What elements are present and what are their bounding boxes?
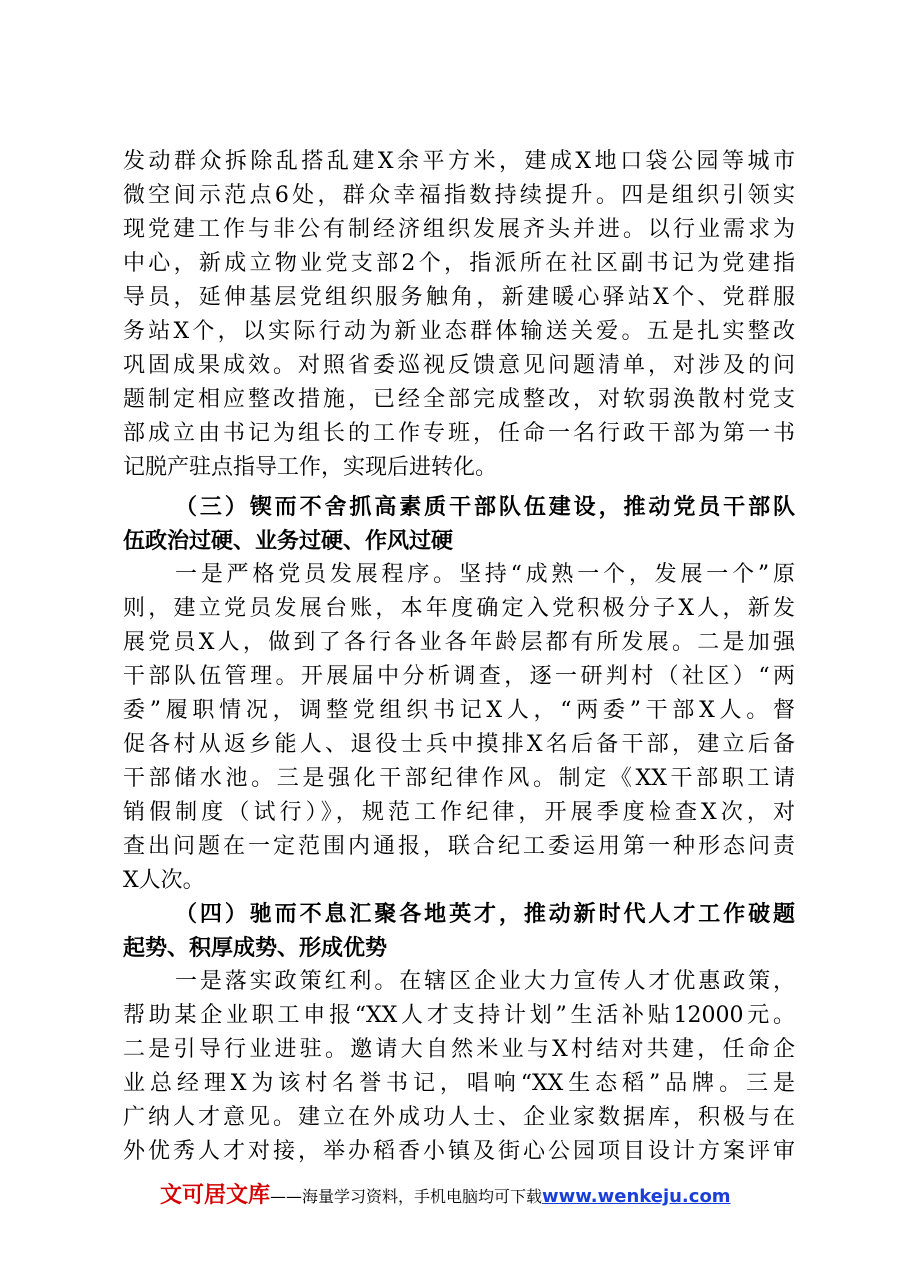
footer xyxy=(160,1178,731,1214)
paragraph-line: 题制定相应整改措施，已经全部完成整改，对软弱涣散村党支 xyxy=(123,387,795,412)
paragraph-line: 一是严格党员发展程序。坚持“成熟一个，发展一个”原 xyxy=(175,562,795,587)
paragraph-line: 务站X个，以实际行动为新业态群体输送关爱。五是扎实整改 xyxy=(123,319,795,344)
section-heading-line: （四）驰而不息汇聚各地英才，推动新时代人才工作破题 xyxy=(175,901,795,927)
paragraph-line: 干部储水池。三是强化干部纪律作风。制定《XX干部职工请 xyxy=(123,766,795,791)
paragraph-line: 发动群众拆除乱搭乱建X余平方米，建成X地口袋公园等城市 xyxy=(123,149,795,174)
paragraph-line: 导员，延伸基层党组织服务触角，新建暖心驿站X个、党群服 xyxy=(123,285,795,310)
paragraph-line: 外优秀人才对接，举办稻香小镇及街心公园项目设计方案评审 xyxy=(123,1139,795,1164)
paragraph-line: 一是落实政策红利。在辖区企业大力宣传人才优惠政策， xyxy=(175,969,795,994)
footer-description: ——海量学习资料，手机电脑均可下载 xyxy=(270,1187,543,1206)
paragraph-line: 委”履职情况，调整党组织书记X人，“两委”干部X人。督 xyxy=(123,698,795,723)
paragraph-line: 促各村从返乡能人、退役士兵中摸排X名后备干部，建立后备 xyxy=(123,732,795,757)
footer-brand: 文可居文库 xyxy=(160,1183,271,1208)
paragraph-line: 二是引导行业进驻。邀请大自然米业与X村结对共建，任命企 xyxy=(123,1037,795,1062)
section-heading-line: 起势、积厚成势、形成优势 xyxy=(123,935,388,961)
paragraph-line: 查出问题在一定范围内通报，联合纪工委运用第一种形态问责 xyxy=(123,834,795,859)
paragraph-line: 帮助某企业职工申报“XX人才支持计划”生活补贴12000元。 xyxy=(123,1003,795,1028)
paragraph-line: 记脱产驻点指导工作，实现后进转化。 xyxy=(123,455,498,480)
paragraph-line: 销假制度（试行）》，规范工作纪律，开展季度检查X次，对 xyxy=(123,800,795,825)
paragraph-line: 展党员X人，做到了各行各业各年龄层都有所发展。二是加强 xyxy=(123,630,795,655)
paragraph-line: 业总经理X为该村名誉书记，唱响“XX生态稻”品牌。三是 xyxy=(123,1071,795,1096)
section-heading-line: （三）锲而不舍抓高素质干部队伍建设，推动党员干部队 xyxy=(175,494,795,520)
paragraph-line: 部成立由书记为组长的工作专班，任命一名行政干部为第一书 xyxy=(123,421,795,446)
footer-url-link[interactable]: www.wenkeju.com xyxy=(542,1186,731,1207)
paragraph-line: 微空间示范点6处，群众幸福指数持续提升。四是组织引领实 xyxy=(123,183,795,208)
paragraph-line: 广纳人才意见。建立在外成功人士、企业家数据库，积极与在 xyxy=(123,1105,795,1130)
paragraph-line: 现党建工作与非公有制经济组织发展齐头并进。以行业需求为 xyxy=(123,217,795,242)
paragraph-line: 中心，新成立物业党支部2个，指派所在社区副书记为党建指 xyxy=(123,251,795,276)
section-heading-line: 伍政治过硬、业务过硬、作风过硬 xyxy=(123,528,454,554)
paragraph-line: 则，建立党员发展台账，本年度确定入党积极分子X人，新发 xyxy=(123,596,795,621)
paragraph-line: 巩固成果成效。对照省委巡视反馈意见问题清单，对涉及的问 xyxy=(123,353,795,378)
paragraph-line: X人次。 xyxy=(123,868,205,893)
paragraph-line: 干部队伍管理。开展届中分析调查，逐一研判村（社区）“两 xyxy=(123,664,795,689)
